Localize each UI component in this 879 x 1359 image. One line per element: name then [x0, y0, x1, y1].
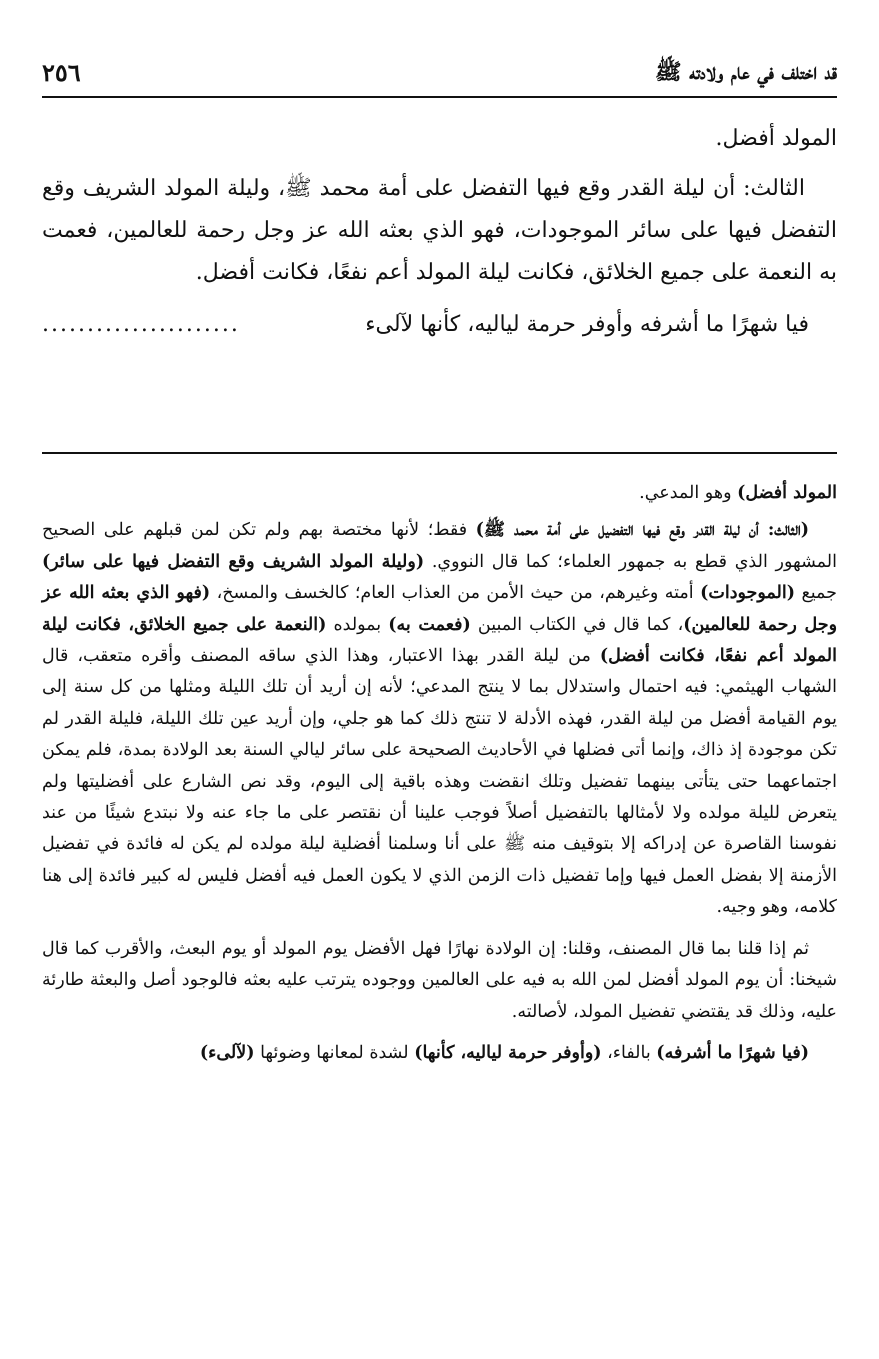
sharh-paragraph-2	[42, 515, 837, 923]
matn-paragraph-1: المولد أفضل.	[715, 126, 837, 151]
sharh-paragraph-4	[42, 1038, 837, 1069]
sharh-paragraph-1	[42, 478, 837, 509]
section-divider	[42, 452, 837, 454]
commentary: بالفاء،	[601, 1042, 657, 1063]
matn-paragraph-2: الثالث: أن ليلة القدر وقع فيها التفضل على أمة محمد ﷺ، وليلة المولد الشريف وقع التفضل فيها على سائر الموجودات، فهو الذي بعثه الله عز وجل رحمة للعالمين، فعمت به النعمة على جميع الخلائق، فكانت ليلة المولد أعم نفعًا، فكانت أفضل.	[42, 176, 837, 285]
sharh-paragraph-3: ثم إذا قلنا بما قال المصنف، وقلنا: إن الولادة نهارًا فهل الأفضل يوم المولد أو يوم البعث، والأقرب كما قال شيخنا: أن يوم المولد أفضل لمن الله به فيه على العالمين ووجوده يترتب عليه بعثه فالوجود أصل والبعثة طارئة عليه، وذلك قد يقتضي تفضيل المولد، لأصالته.	[42, 938, 837, 1022]
quoted-matn: (فهو الذي بعثه الله عز وجل رحمة للعالمين)	[42, 583, 838, 635]
page-header	[42, 52, 837, 98]
quoted-matn: (النعمة على جميع الخلائق، فكانت ليلة المولد أعم نفعًا، فكانت أفضل)	[42, 614, 837, 667]
commentary: بمولده	[326, 614, 389, 635]
commentary: أمته وغيرهم، من حيث الأمن من العذاب العام؛ كالخسف والمسخ،	[210, 583, 701, 604]
commentary: جميع	[795, 583, 837, 604]
quoted-matn: (الثالث: أن ليلة القدر وقع فيها التفضيل على أمة محمد ﷺ)	[475, 520, 809, 541]
commentary: ، كما قال في الكتاب المبين	[470, 614, 684, 635]
quoted-matn: (لآلىء)	[199, 1042, 255, 1063]
commentary-text	[42, 478, 837, 1075]
commentary: فقط؛ لأنها مختصة بهم ولم تكن لمن قبلهم على الصحيح المشهور الذي قطع به جمهور العلماء؛ كما قال النووي.	[42, 520, 837, 572]
quoted-matn: المولد أفضل)	[737, 483, 837, 503]
main-text	[42, 118, 837, 346]
quoted-matn: (الموجودات)	[700, 583, 796, 604]
quoted-matn: (وليلة المولد الشريف وقع التفضل فيها على سائر)	[42, 551, 425, 572]
running-title: قد اختلف في عام ولادته ﷺ	[655, 59, 837, 85]
quoted-matn: (فعمت به)	[388, 614, 471, 635]
page-number: ٢٥٦	[42, 58, 81, 87]
quoted-matn: (وأوفر حرمة لياليه، كأنها)	[414, 1042, 602, 1063]
verse-dots: ......................	[42, 312, 240, 337]
verse-line	[42, 304, 837, 346]
commentary: من ليلة القدر بهذا الاعتبار، وهذا الذي ساقه المصنف وأقره متعقب، قال الشهاب الهيثمي: فيه احتمال واستدلال بما لا ينتج المدعي؛ لأنه إن أريد أن تلك الليلة ومثلها من كل سنة إلى يوم القيامة أفضل من ليلة القدر، فهذه الأدلة لا تنتج ذلك كما هو جلي، وإن أريد عين تلك الليلة، فليلة القدر لم تكن موجودة إذ ذاك، وإنما أتى فضلها في الأحاديث الصحيحة على سائر ليالي السنة بعد الولادة بمدة، فلم يمكن اجتماعهما حتى يتأتى بينهما تفضيل وتلك انقضت وهذه باقية إلى اليوم، وقد نص الشارع على أفضليتها ولم يتعرض لليلة مولده ولا لأمثالها بالتفضيل أصلاً فوجب علينا أن نقتصر على ما جاء عنه ولا نبتدع شيئًا من عند نفوسنا القاصرة عن إدراكه إلا بتوقيف منه ﷺ على أنا وسلمنا أفضلية ليلة مولده لم يكن له فائدة في تفضيل الأزمنة إلا بفضل العمل فيها وإما تفضيل ذات الزمن الذي لا يكون العمل فيه أفضل فليس له كبير فائدة إلى هنا كلامه، وهو وجيه.	[42, 646, 837, 918]
verse-text: فيا شهرًا ما أشرفه وأوفر حرمة لياليه، كأنها لآلىء	[365, 312, 809, 337]
commentary: وهو المدعي.	[639, 483, 738, 503]
commentary: لشدة لمعانها وضوئها	[254, 1042, 415, 1063]
quoted-matn: (فيا شهرًا ما أشرفه)	[656, 1042, 809, 1063]
